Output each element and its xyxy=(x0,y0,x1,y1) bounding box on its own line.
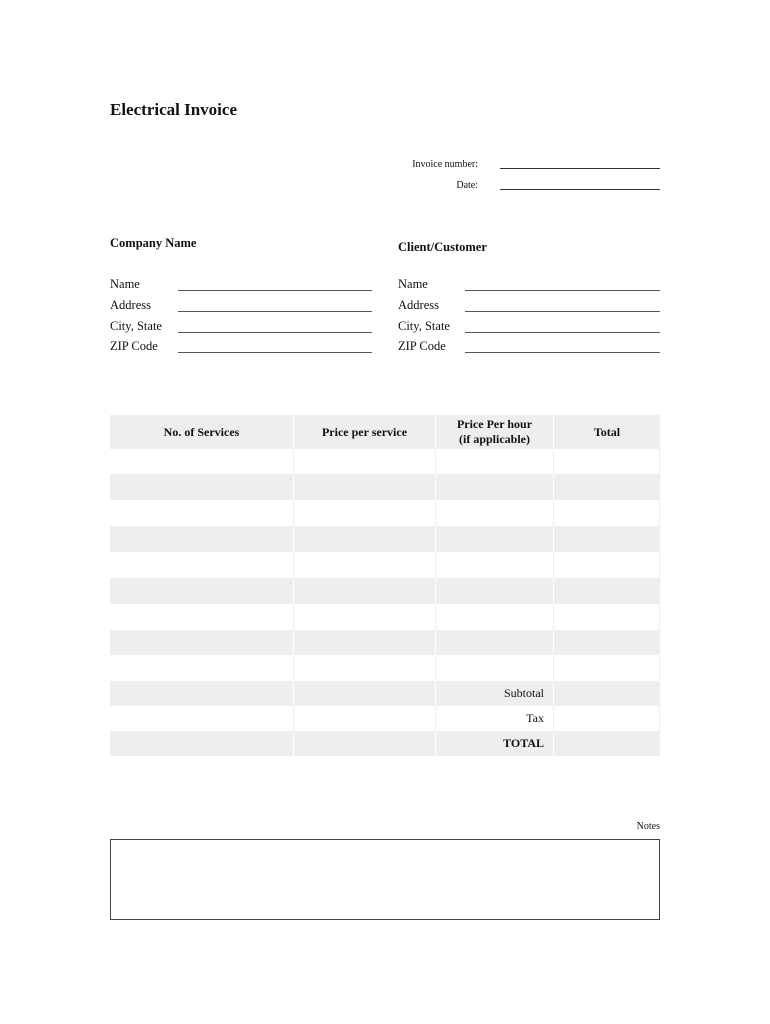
client-heading: Client/Customer xyxy=(398,240,487,254)
table-cell[interactable] xyxy=(436,526,554,552)
table-cell[interactable] xyxy=(436,655,554,681)
table-header-row xyxy=(110,415,660,449)
table-cell[interactable] xyxy=(294,449,436,474)
table-row xyxy=(110,500,660,526)
table-cell[interactable] xyxy=(436,500,554,526)
client-city-field[interactable] xyxy=(465,332,660,333)
tax-label: Tax xyxy=(436,706,554,731)
table-cell xyxy=(294,706,436,731)
company-city-field[interactable] xyxy=(178,332,372,333)
client-name-label: Name xyxy=(398,277,428,291)
table-cell[interactable] xyxy=(436,552,554,578)
company-heading: Company Name xyxy=(110,236,197,250)
table-row xyxy=(110,655,660,681)
table-cell[interactable] xyxy=(436,474,554,500)
table-cell[interactable] xyxy=(110,474,294,500)
table-cell[interactable] xyxy=(110,630,294,655)
header-total: Total xyxy=(593,424,621,439)
date-label: Date: xyxy=(456,180,478,191)
table-cell[interactable] xyxy=(436,604,554,630)
table-cell xyxy=(110,706,294,731)
table-cell[interactable] xyxy=(294,630,436,655)
invoice-number-field[interactable] xyxy=(500,168,660,169)
table-cell xyxy=(294,681,436,706)
table-cell[interactable] xyxy=(554,500,660,526)
table-cell[interactable] xyxy=(110,449,294,474)
table-cell[interactable] xyxy=(554,655,660,681)
table-cell[interactable] xyxy=(294,578,436,604)
table-cell[interactable] xyxy=(110,552,294,578)
table-cell[interactable] xyxy=(294,655,436,681)
header-price-per-hour-line2: (if applicable) xyxy=(459,432,530,446)
table-cell[interactable] xyxy=(110,655,294,681)
table-cell[interactable] xyxy=(554,604,660,630)
table-cell[interactable] xyxy=(294,552,436,578)
table-cell[interactable] xyxy=(294,474,436,500)
notes-label: Notes xyxy=(636,821,660,832)
tax-value[interactable] xyxy=(554,706,660,731)
subtotal-row xyxy=(110,681,660,706)
table-row xyxy=(110,552,660,578)
client-zip-field[interactable] xyxy=(465,352,660,353)
table-cell[interactable] xyxy=(554,552,660,578)
header-price-per-hour xyxy=(436,415,554,449)
subtotal-label: Subtotal xyxy=(436,681,554,706)
total-row xyxy=(110,731,660,756)
company-name-label: Name xyxy=(110,277,140,291)
header-no-of-services: No. of Services xyxy=(110,415,294,449)
table-row xyxy=(110,578,660,604)
total-value[interactable] xyxy=(554,731,660,756)
table-row xyxy=(110,449,660,474)
table-cell[interactable] xyxy=(436,449,554,474)
table-cell xyxy=(110,681,294,706)
company-zip-label: ZIP Code xyxy=(110,339,158,353)
table-cell[interactable] xyxy=(294,500,436,526)
table-cell xyxy=(110,731,294,756)
table-cell[interactable] xyxy=(110,578,294,604)
company-address-label: Address xyxy=(110,298,151,312)
table-cell[interactable] xyxy=(436,578,554,604)
date-field[interactable] xyxy=(500,189,660,190)
company-address-field[interactable] xyxy=(178,311,372,312)
client-zip-label: ZIP Code xyxy=(398,339,446,353)
company-city-label: City, State xyxy=(110,319,162,333)
client-name-field[interactable] xyxy=(465,290,660,291)
tax-row xyxy=(110,706,660,731)
header-price-per-hour-line1: Price Per hour xyxy=(456,417,533,431)
table-cell[interactable] xyxy=(110,604,294,630)
client-address-field[interactable] xyxy=(465,311,660,312)
table-row xyxy=(110,474,660,500)
table-row xyxy=(110,630,660,655)
table-cell[interactable] xyxy=(436,630,554,655)
company-zip-field[interactable] xyxy=(178,352,372,353)
notes-box[interactable] xyxy=(110,839,660,920)
table-row xyxy=(110,604,660,630)
invoice-title: Electrical Invoice xyxy=(110,100,237,119)
header-price-per-service: Price per service xyxy=(294,415,436,449)
table-cell[interactable] xyxy=(294,526,436,552)
total-label: TOTAL xyxy=(436,731,554,756)
invoice-number-label: Invoice number: xyxy=(412,159,478,170)
client-city-label: City, State xyxy=(398,319,450,333)
table-cell[interactable] xyxy=(554,449,660,474)
table-cell[interactable] xyxy=(554,474,660,500)
table-row xyxy=(110,526,660,552)
table-cell[interactable] xyxy=(294,604,436,630)
table-cell[interactable] xyxy=(110,500,294,526)
table-cell[interactable] xyxy=(554,526,660,552)
client-address-label: Address xyxy=(398,298,439,312)
table-cell xyxy=(294,731,436,756)
subtotal-value[interactable] xyxy=(554,681,660,706)
table-cell[interactable] xyxy=(110,526,294,552)
table-cell[interactable] xyxy=(554,578,660,604)
table-cell[interactable] xyxy=(554,630,660,655)
company-name-field[interactable] xyxy=(178,290,372,291)
